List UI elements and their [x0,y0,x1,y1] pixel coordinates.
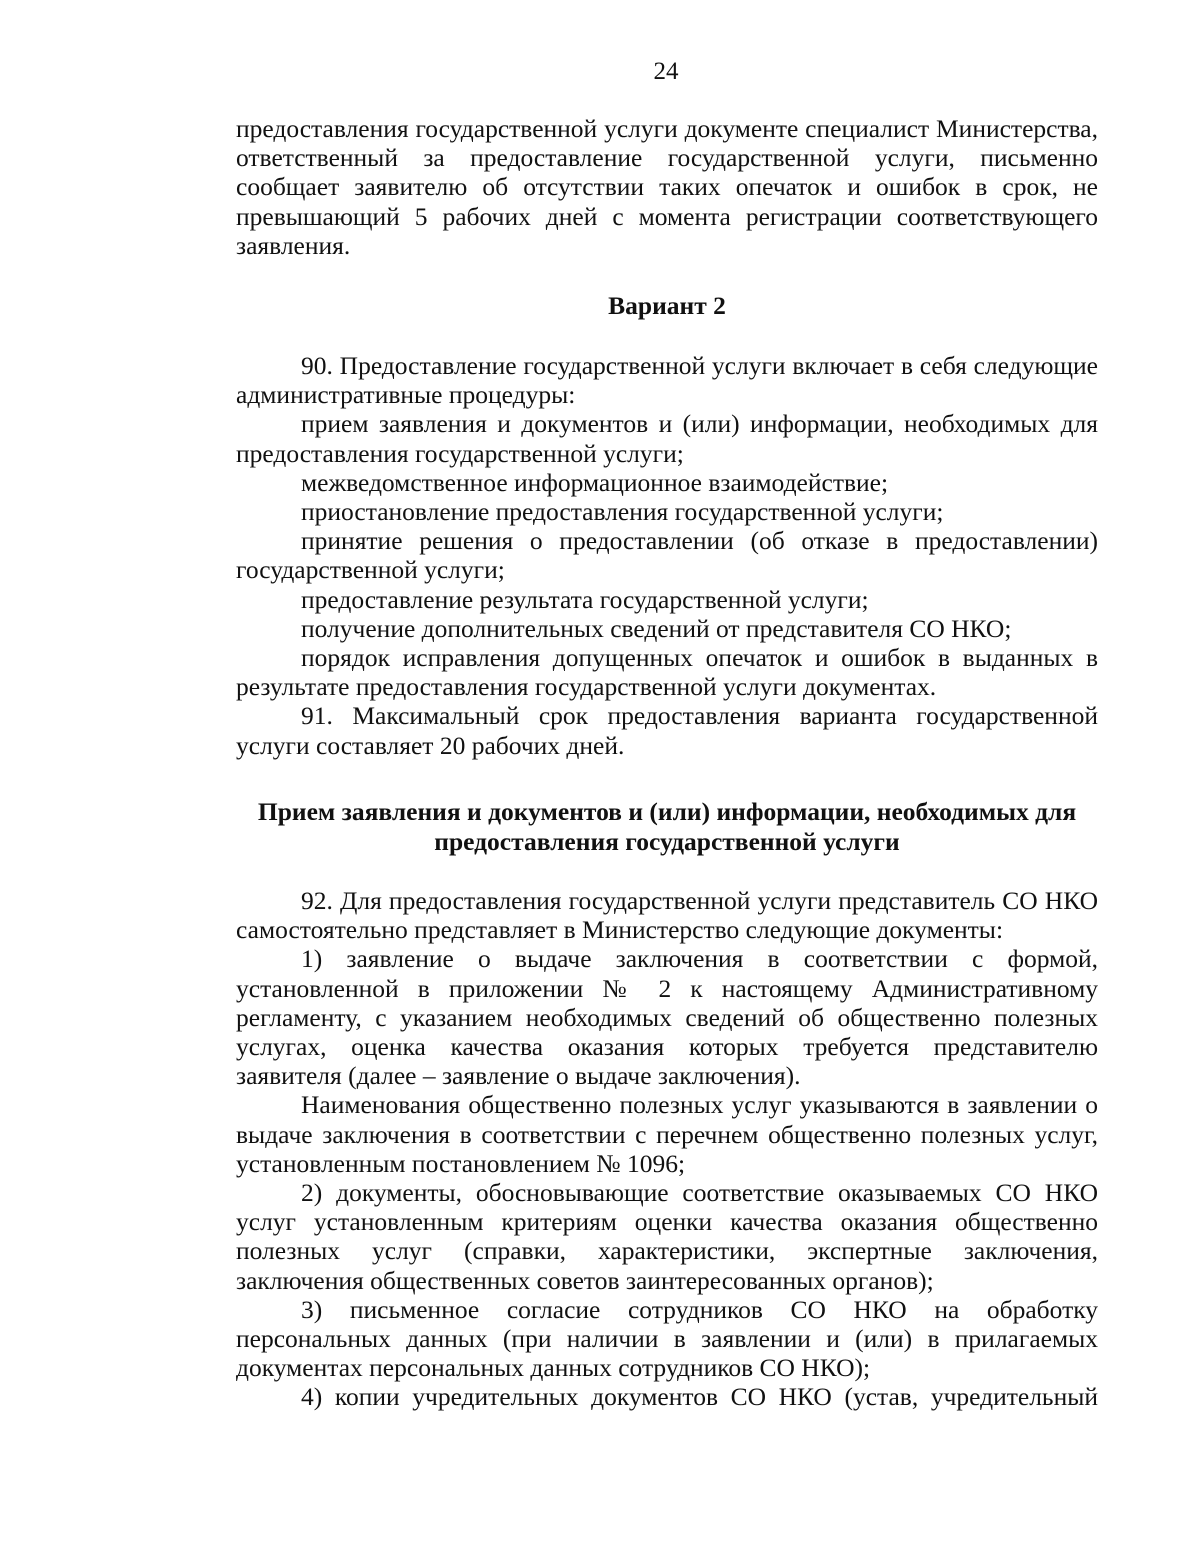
section-90-block [236,351,1098,760]
section-91: 91. Максимальный срок предоставления варианта государственной услуги составляет 20 рабочих дней. [236,701,1098,760]
procedure-item: прием заявления и документов и (или) информации, необходимых для предоставления государственной услуги; [236,409,1098,468]
section-90-intro: 90. Предоставление государственной услуги включает в себя следующие административные процедуры: [236,351,1098,410]
continuation-paragraph: предоставления государственной услуги документе специалист Министерства, ответственный за предоставление государственной услуги, письменно сообщает заявителю об отсутствии таких опечаток и ошибок в срок, не превышающий 5 рабочих дней с момента регистрации соответствующего заявления. [236,114,1098,260]
document-item-1-note: Наименования общественно полезных услуг указываются в заявлении о выдаче заключения в соответствии с перечнем общественно полезных услуг, установленным постановлением № 1096; [236,1090,1098,1178]
document-item-3: 3) письменное согласие сотрудников СО НКО на обработку персональных данных (при наличии в заявлении и (или) в прилагаемых документах персональных данных сотрудников СО НКО); [236,1294,1098,1383]
subsection-heading-line-2: предоставления государственной услуги [434,826,900,856]
subsection-heading [218,797,1116,856]
section-92-block [236,886,1098,1412]
document-item-4: 4) копии учредительных документов СО НКО (устав, учредительный [301,1382,1098,1412]
procedure-item: предоставление результата государственной услуги; [301,584,869,614]
subsection-heading-line-1: Прием заявления и документов и (или) информации, необходимых для [257,797,1077,826]
page-number: 24 [653,58,679,85]
variant-heading: Вариант 2 [608,291,726,320]
document-item-2: 2) документы, обосновывающие соответствие оказываемых СО НКО услуг установленным критериям оценки качества оказания общественно полезных услуг (справки, характеристики, экспертные заключения, заключения общественных советов заинтересованных органов); [236,1178,1098,1295]
variant-heading-block [236,291,1098,320]
procedure-item: порядок исправления допущенных опечаток и ошибок в выданных в результате предоставления государственной услуги документах. [236,643,1098,702]
subsection-heading-block [218,797,1116,856]
continuation-paragraph-block [236,114,1098,260]
procedure-item: межведомственное информационное взаимодействие; [301,467,889,497]
procedure-item: получение дополнительных сведений от представителя СО НКО; [301,613,1012,643]
procedure-item: приостановление предоставления государственной услуги; [301,497,944,527]
procedure-item: принятие решения о предоставлении (об отказе в предоставлении) государственной услуги; [236,526,1098,585]
document-item-1: 1) заявление о выдаче заключения в соответствии с формой, установленной в приложении № 2 к настоящему Административному регламенту, с указанием необходимых сведений об общественно полезных услугах, оценка качества оказания которых требуется представителю заявителя (далее – заявление о выдаче заключения). [236,944,1098,1091]
section-92-intro: 92. Для предоставления государственной услуги представитель СО НКО самостоятельно представляет в Министерство следующие документы: [236,886,1098,945]
